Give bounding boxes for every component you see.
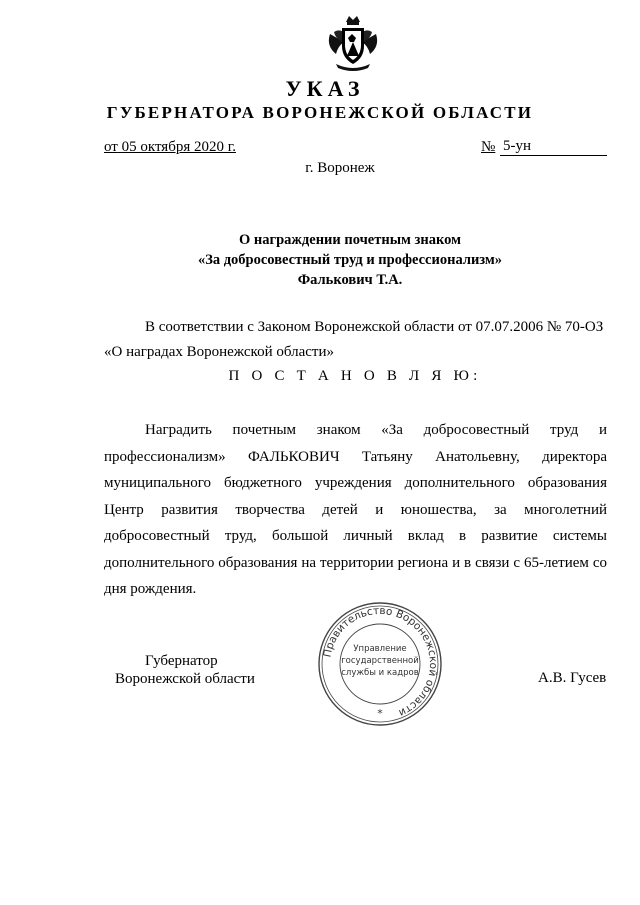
heading-line-2: «За добросовестный труд и профессионализм» (197, 252, 503, 268)
date-value: 05 октября 2020 г. (121, 139, 236, 155)
basis-line-2: «О наградах Воронежской области» (104, 344, 335, 360)
stamp-star: * (377, 707, 383, 720)
number-value: 5-ун (500, 138, 607, 156)
signer-position-line-1: Губернатор (145, 653, 218, 669)
decree-word: П О С Т А Н О В Л Я Ю: (228, 368, 482, 384)
decree-heading (0, 230, 640, 290)
decree-body: Наградить почетным знаком «За добросовестный труд и профессионализм» ФАЛЬКОВИЧ Татьяну Анатольевну, директора муниципального бюджетного учреждения дополнительного образования Центр развития творчества детей и юношества, за многолетний добросовестный труд, большой личный вклад в развитие системы дополнительного образования на территории региона и в связи с 65-летием со дня рождения. (104, 422, 607, 597)
official-stamp (317, 601, 443, 727)
stamp-center-line-3: службы и кадров (341, 668, 419, 678)
signer-position-line-2: Воронежской области (115, 671, 255, 687)
document-title: УКАЗ (285, 76, 365, 101)
stamp-center-line-2: государственной (341, 656, 419, 666)
stamp-ring-text: Правительство Воронежской области (321, 604, 440, 719)
coat-of-arms-icon (322, 12, 384, 74)
heading-line-3: Фалькович Т.А. (297, 272, 403, 288)
document-subtitle: ГУБЕРНАТОРА ВОРОНЕЖСКОЙ ОБЛАСТИ (106, 103, 534, 122)
date-prefix: от (104, 139, 118, 155)
number-label: № (481, 139, 496, 155)
city: г. Воронеж (305, 160, 375, 176)
heading-line-1: О награждении почетным знаком (239, 232, 461, 248)
document-date (104, 139, 236, 156)
basis-line-1: В соответствии с Законом Воронежской области от 07.07.2006 № 70-ОЗ (145, 319, 604, 335)
stamp-center-line-1: Управление (353, 644, 407, 654)
signer-name: А.В. Гусев (538, 670, 607, 686)
